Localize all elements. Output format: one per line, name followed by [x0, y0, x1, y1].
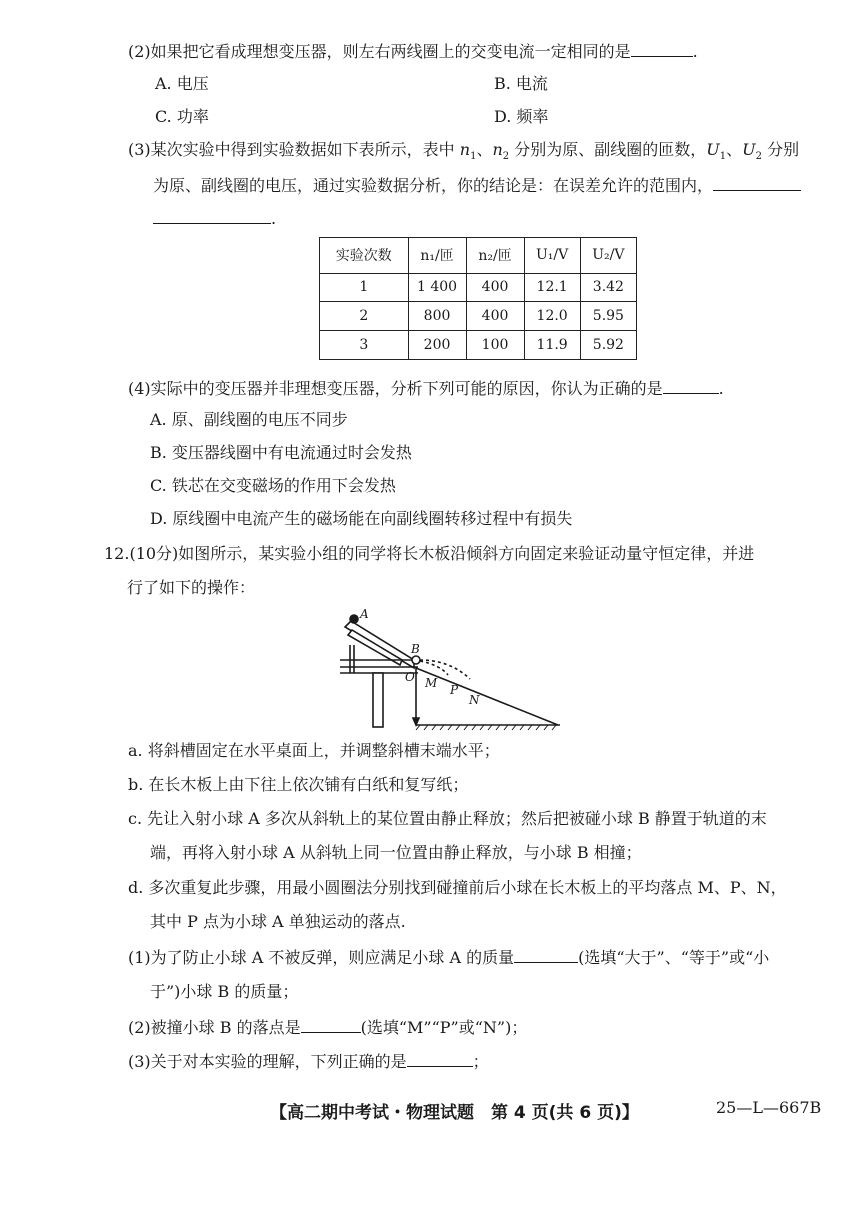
table-header-row	[320, 238, 637, 274]
label-b: B	[411, 642, 420, 656]
table-cell: 1	[320, 273, 409, 302]
page-footer-title: 【高二期中考试・物理试题 第 4 页(共 6 页)】	[270, 1103, 639, 1123]
table-cell: 800	[408, 302, 466, 331]
table-row	[320, 302, 637, 331]
experiment-data-table	[319, 237, 637, 360]
q2-stem: (2)如果把它看成理想变压器，则左右两线圈上的交变电流一定相同的是 .	[128, 42, 698, 61]
q4-option-c: C. 铁芯在交变磁场的作用下会发热	[150, 476, 396, 495]
table-cell: 5.95	[580, 302, 636, 331]
step-d-line2: 其中 P 点为小球 A 单独运动的落点.	[150, 912, 406, 931]
q2-answer-blank[interactable]	[631, 40, 693, 57]
table-cell: 3.42	[580, 273, 636, 302]
table-cell: 400	[466, 302, 524, 331]
table-cell: 1 400	[408, 273, 466, 302]
q2-option-d: D. 频率	[494, 107, 549, 126]
table-cell: 200	[408, 331, 466, 360]
label-n: N	[469, 693, 480, 707]
q12-line1: 12.(10分)如图所示，某实验小组的同学将长木板沿倾斜方向固定来验证动量守恒定律，并进	[104, 544, 755, 563]
q12-sub3: (3)关于对本实验的理解，下列正确的是 ；	[128, 1052, 489, 1071]
step-d-line1: d. 多次重复此步骤，用最小圆圈法分别找到碰撞前后小球在长木板上的平均落点 M、P、N，	[128, 878, 787, 897]
table-header-cell: n₁/匝	[408, 238, 466, 274]
page-footer-code: 25—L—667B	[716, 1098, 822, 1117]
label-m: M	[425, 676, 438, 690]
table-cell: 3	[320, 331, 409, 360]
q12-sub3-blank[interactable]	[407, 1050, 473, 1067]
step-a: a. 将斜槽固定在水平桌面上，并调整斜槽末端水平；	[128, 741, 500, 760]
q12-sub1-blank[interactable]	[514, 946, 578, 963]
q4-option-b: B. 变压器线圈中有电流通过时会发热	[150, 443, 412, 462]
table-cell: 2	[320, 302, 409, 331]
q4-answer-blank[interactable]	[663, 377, 719, 394]
table-cell: 400	[466, 273, 524, 302]
q12-sub2: (2)被撞小球 B 的落点是 (选填“M”“P”或“N”)；	[128, 1018, 528, 1037]
q12-line2: 行了如下的操作：	[127, 578, 256, 597]
table-header-cell: n₂/匝	[466, 238, 524, 274]
label-o: O	[405, 670, 415, 684]
q12-sub1-line2: 于”)小球 B 的质量；	[150, 982, 299, 1001]
q2-option-b: B. 电流	[494, 74, 548, 93]
q2-option-a: A. 电压	[155, 74, 209, 93]
table-cell: 100	[466, 331, 524, 360]
table-header-cell: 实验次数	[320, 238, 409, 274]
table-header-cell: U₂/V	[580, 238, 636, 274]
label-a: A	[360, 607, 369, 621]
q3-line1: (3)某次实验中得到实验数据如下表所示，表中 $n_1$、$n_2$ 分别为原、副线圈的匝数，$U_1$、$U_2$ 分别	[128, 140, 800, 163]
q4-option-a: A. 原、副线圈的电压不同步	[150, 410, 348, 429]
table-header-cell: U₁/V	[524, 238, 580, 274]
step-c-line1: c. 先让入射小球 A 多次从斜轨上的某位置由静止释放；然后把被碰小球 B 静置于轨道的末	[128, 809, 767, 828]
label-p: P	[450, 683, 459, 697]
table-cell: 11.9	[524, 331, 580, 360]
q12-sub1-line1: (1)为了防止小球 A 不被反弹，则应满足小球 A 的质量 (选填“大于”、“等于”或“小	[128, 948, 770, 967]
q3-line3: .	[153, 207, 276, 230]
q12-sub2-blank[interactable]	[301, 1016, 361, 1033]
q4-option-d: D. 原线圈中电流产生的磁场能在向副线圈转移过程中有损失	[150, 509, 573, 528]
table-row	[320, 273, 637, 302]
q3-answer-blank-1[interactable]	[713, 174, 801, 191]
table-cell: 5.92	[580, 331, 636, 360]
table-cell: 12.1	[524, 273, 580, 302]
q4-stem: (4)实际中的变压器并非理想变压器，分析下列可能的原因，你认为正确的是 .	[128, 379, 724, 398]
table-cell: 12.0	[524, 302, 580, 331]
table-row	[320, 331, 637, 360]
step-b: b. 在长木板上由下往上依次铺有白纸和复写纸；	[128, 775, 469, 794]
incline-experiment-figure	[330, 605, 570, 735]
q2-option-c: C. 功率	[155, 107, 209, 126]
q3-answer-blank-2[interactable]	[153, 207, 271, 224]
step-c-line2: 端，再将入射小球 A 从斜轨上同一位置由静止释放，与小球 B 相撞；	[150, 843, 642, 862]
q3-line2: 为原、副线圈的电压，通过实验数据分析，你的结论是：在误差允许的范围内，	[153, 174, 801, 197]
